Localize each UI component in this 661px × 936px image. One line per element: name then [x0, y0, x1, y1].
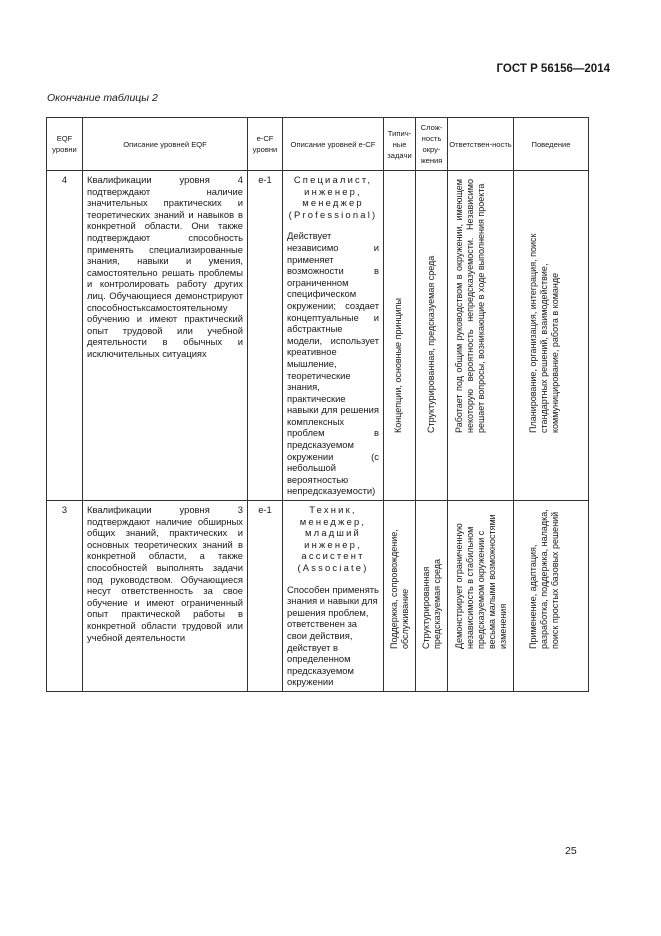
- standard-code: ГОСТ Р 56156—2014: [496, 63, 610, 75]
- row3-ecf-title: Техник, менеджер, младший инженер, ассистент (Associate): [297, 504, 369, 573]
- header-row: [47, 118, 589, 171]
- header-responsibility: Ответствен-ность: [448, 118, 514, 171]
- header-ecf-desc: Описание уровней e-CF: [283, 118, 384, 171]
- row4-ecf-title: Специалист, инженер, менеджер (Professional): [288, 174, 378, 220]
- row3-eqf-text: Квалификации уровня 3 подтверждают наличие обширных общих знаний, практических и основных теоретических знаний в конкретной области, а также способностей выполнять задачи под руководством. Обучающиеся несут ответственность за свое обучение и имеют ограниченный опыт практической работы в конкретной области трудовой или учебной деятельности: [83, 501, 248, 692]
- row3-ecf-level: e-1: [248, 501, 283, 692]
- header-ecf-level: e-CF уровни: [248, 118, 283, 171]
- row3-responsibility: Демонстрирует ограниченную независимость в стабильном предсказуемом окружении с весьма малыми возможностями изменения: [454, 514, 508, 650]
- row4-ecf-cell: [283, 171, 384, 501]
- row3-ecf-cell: [283, 501, 384, 692]
- row3-responsibility-cell: [448, 501, 514, 692]
- header-complexity: Слож-ность окру-жения: [416, 118, 448, 171]
- row4-responsibility-cell: [448, 171, 514, 501]
- row3-ecf-text: Способен применять знания и навыки для решения проблем, ответственен за свои действия, действует в определенном предсказуемом окружении: [287, 583, 379, 688]
- row4-behavior: Планирование, организация, интеграция, поиск стандартных решений, взаимодействие, коммуницирование, работа в команде: [528, 233, 560, 433]
- row4-level: 4: [47, 171, 83, 501]
- table-row-level-4: [47, 171, 589, 501]
- row4-behavior-cell: [514, 171, 589, 501]
- table-row-level-3: [47, 501, 589, 692]
- row3-behavior: Применение, адаптация, разработка, поддержка, наладка, поиск простых базовых решений: [528, 509, 560, 650]
- table-caption: Окончание таблицы 2: [47, 92, 158, 104]
- row3-level: 3: [47, 501, 83, 692]
- row3-complexity: Структурированная предсказуемая среда: [421, 558, 442, 650]
- page-number: 25: [565, 845, 577, 857]
- header-typical-tasks: Типич-ные задачи: [384, 118, 416, 171]
- header-eqf-level: EQF уровни: [47, 118, 83, 171]
- row4-typical-tasks: Концепции, основные принципы: [393, 298, 403, 433]
- row3-typical-tasks: Поддержка, сопровождение, обслуживание: [389, 529, 410, 650]
- header-behavior: Поведение: [514, 118, 589, 171]
- header-eqf-desc: Описание уровней EQF: [83, 118, 248, 171]
- row4-typical-tasks-cell: [384, 171, 416, 501]
- row3-behavior-cell: [514, 501, 589, 692]
- row4-complexity-cell: [416, 171, 448, 501]
- row4-complexity: Структурированная, предсказуемая среда: [426, 255, 436, 433]
- row3-complexity-cell: [416, 501, 448, 692]
- row4-ecf-text: Действует независимо и применяет возможности в ограниченном специфическом окружении; создает концептуальные и абстрактные модели, использует креативное мышление, теоретические знания, практические навыки для решения комплексных проблем в предсказуемом окружении (с небольшой вероятностью непредсказуемости): [287, 230, 379, 497]
- qualification-table: [46, 117, 589, 692]
- row4-eqf-text: Квалификации уровня 4 подтверждают наличие значительных практических и теоретических знаний и навыков в конкретной области. Они также подтверждают способность применять специализированные знания, навыки и умения, самостоятельно решать проблемы и контролировать работу других лиц. Обучающиеся демонстрируют способностьксамостоятельному обучению и имеют практический опыт трудовой или учебной деятельности в обычных и исключительных ситуациях: [83, 171, 248, 501]
- row4-responsibility: Работает под общим руководством в окружении, имеющем некоторую вероятность непредсказуемости. Независимо решает вопросы, возникающие в ходе выполнения проекта: [454, 179, 486, 433]
- row3-typical-tasks-cell: [384, 501, 416, 692]
- row4-ecf-level: e-1: [248, 171, 283, 501]
